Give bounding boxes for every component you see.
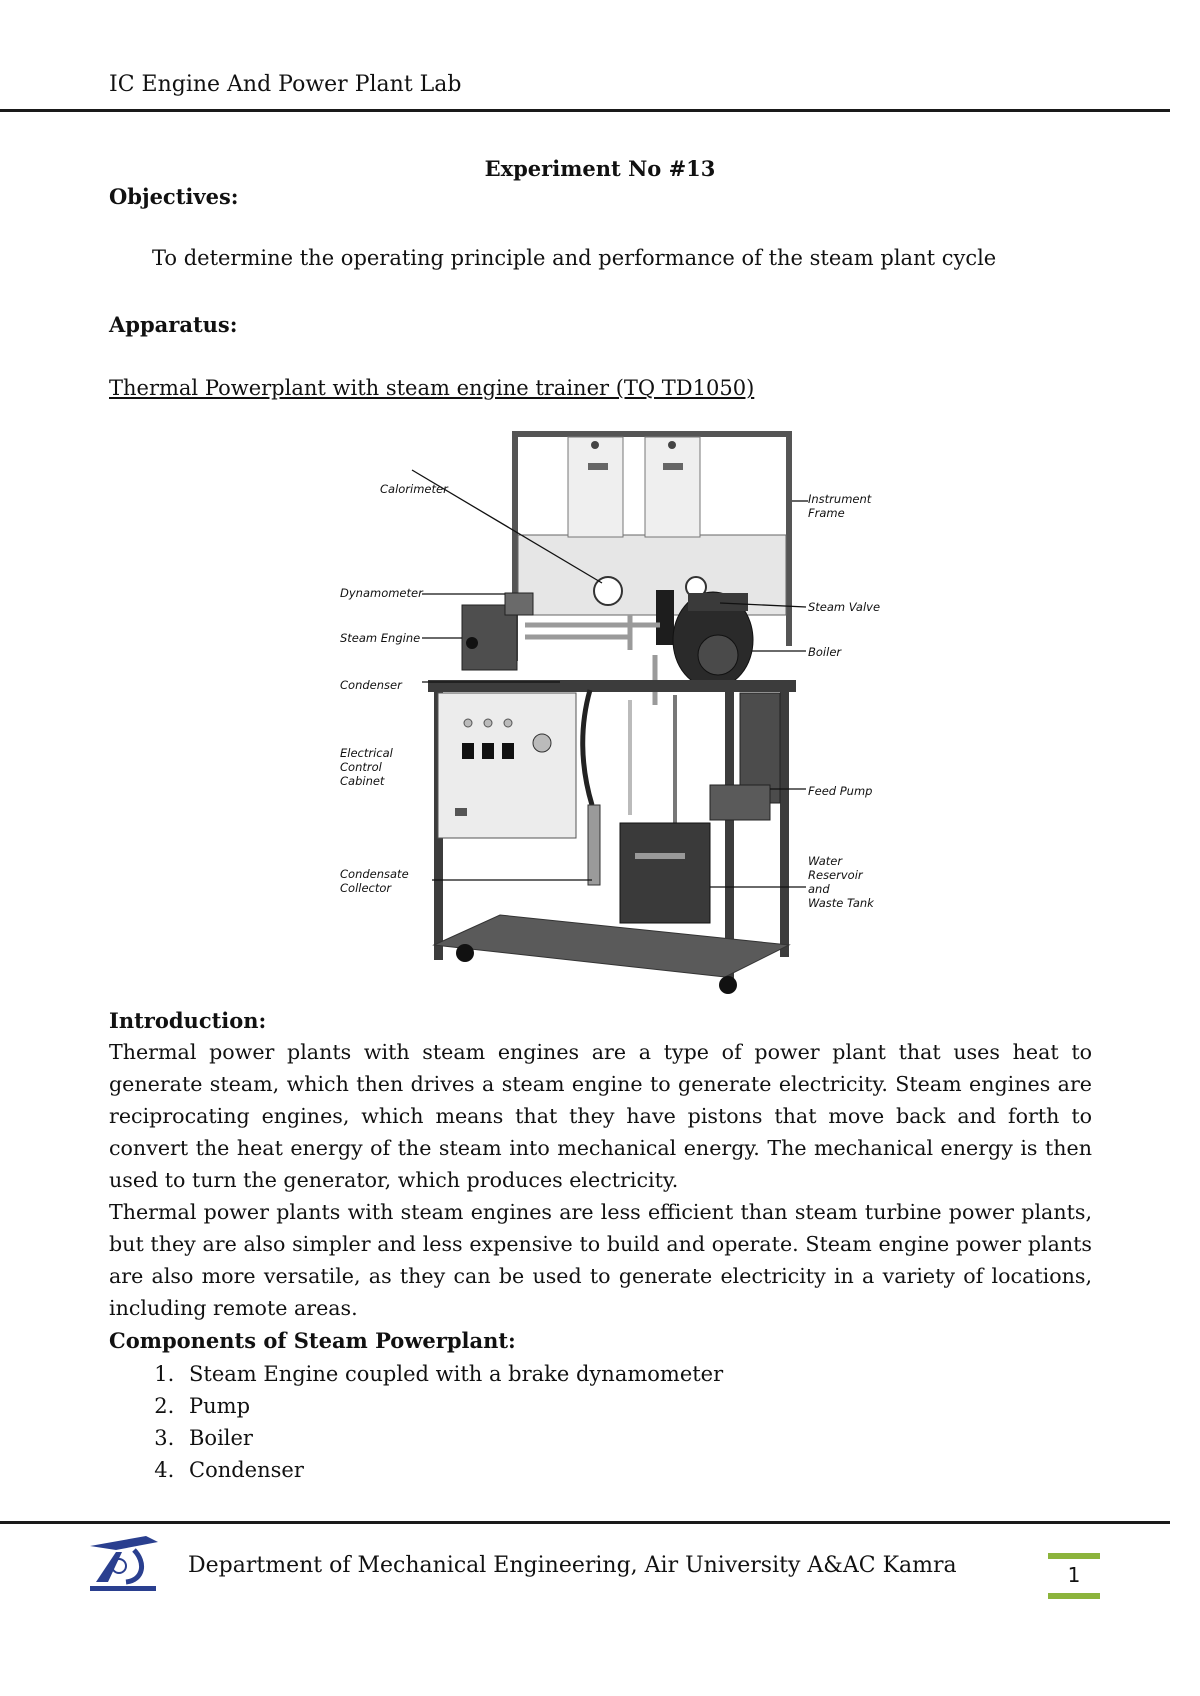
air-university-logo <box>86 1532 162 1594</box>
objectives-text: To determine the operating principle and performance of the steam plant cycle <box>152 246 997 270</box>
label-feed-pump: Feed Pump <box>808 784 873 798</box>
components-heading: Components of Steam Powerplant: <box>109 1328 516 1353</box>
wheel <box>719 976 737 994</box>
apparatus-heading: Apparatus: <box>109 312 238 337</box>
label-electrical-control-cabinet: Electrical Control Cabinet <box>340 746 393 788</box>
list-item: 4. Condenser <box>181 1454 723 1486</box>
list-item: 1. Steam Engine coupled with a brake dynamometer <box>181 1358 723 1390</box>
apparatus-name: Thermal Powerplant with steam engine trainer (TQ TD1050) <box>109 376 755 400</box>
apparatus-figure <box>330 425 890 1000</box>
water-reservoir <box>620 823 710 923</box>
footer-department: Department of Mechanical Engineering, Air University A&AC Kamra <box>188 1553 957 1578</box>
label-water-reservoir: Water Reservoir and Waste Tank <box>808 854 874 910</box>
list-item: 2. Pump <box>181 1390 723 1422</box>
electrical-control-cabinet <box>438 693 576 838</box>
steam-engine <box>462 593 533 670</box>
label-boiler: Boiler <box>808 645 842 659</box>
objectives-heading: Objectives: <box>109 184 239 209</box>
label-steam-engine: Steam Engine <box>340 631 421 645</box>
introduction-paragraph-1: Thermal power plants with steam engines are a type of power plant that uses heat to generate steam, which then drives a steam engine to generate electricity. Steam engines are reciprocating engines, which means that they have pistons that move back and forth to convert the heat energy of the steam into mechanical energy. The mechanical energy is then used to turn the generator, which produces electricity. <box>109 1040 1092 1192</box>
wheel <box>456 944 474 962</box>
label-dynamometer: Dynamometer <box>340 586 423 600</box>
header-rule <box>0 109 1170 112</box>
page-number: 1 <box>1067 1563 1081 1587</box>
label-condenser: Condenser <box>340 678 402 692</box>
label-steam-valve: Steam Valve <box>808 600 881 614</box>
boiler <box>673 592 753 688</box>
lower-shelf <box>434 915 789 977</box>
label-calorimeter: Calorimeter <box>380 482 448 496</box>
footer-rule <box>0 1521 1170 1524</box>
condensate-collector <box>588 805 600 885</box>
experiment-title: Experiment No #13 <box>484 156 716 181</box>
running-header: IC Engine And Power Plant Lab <box>109 72 462 97</box>
calorimeter <box>656 590 674 645</box>
instrument-panels <box>568 437 700 537</box>
label-condensate-collector: Condensate Collector <box>340 867 409 895</box>
components-list <box>109 1358 723 1486</box>
label-instrument-frame: Instrument Frame <box>808 492 872 520</box>
introduction-paragraph-2: Thermal power plants with steam engines are less efficient than steam turbine power plants, but they are also simpler and less expensive to build and operate. Steam engine power plants are also more versatile, as they can be used to generate electricity in a variety of locations, including remote areas. <box>109 1200 1092 1320</box>
list-item: 3. Boiler <box>181 1422 723 1454</box>
page-number-bar-top <box>1048 1553 1100 1559</box>
feed-pump <box>710 693 780 820</box>
introduction-heading: Introduction: <box>109 1008 267 1033</box>
page-number-bar-bottom <box>1048 1593 1100 1599</box>
